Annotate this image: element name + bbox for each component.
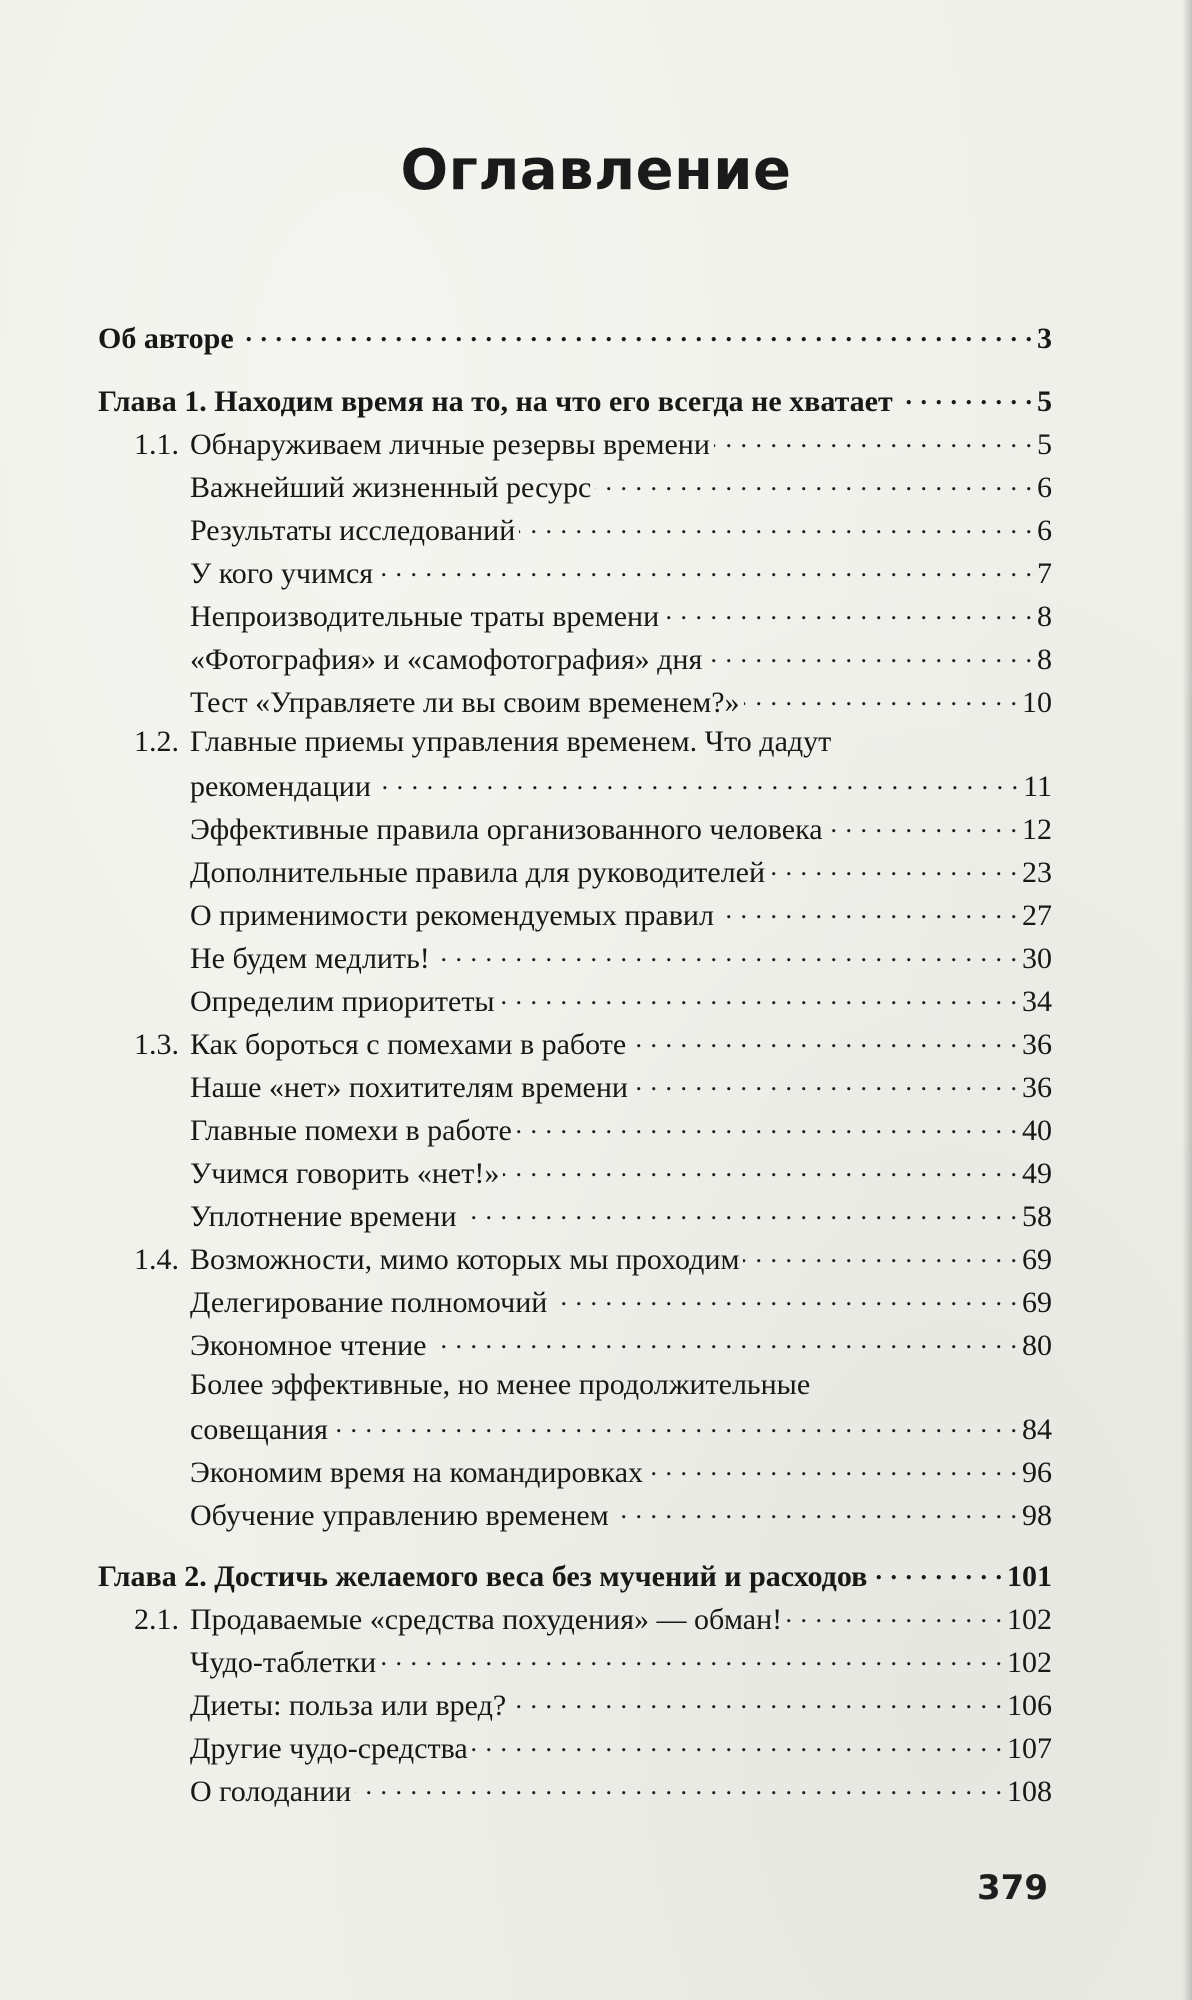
toc-subsection[interactable] [98, 553, 1052, 591]
toc-section-number: 1.2. [134, 725, 179, 758]
toc-subsection[interactable] [98, 1067, 1052, 1105]
toc-entry-page: 6 [1037, 514, 1052, 547]
toc-entry-label: Чудо-таблетки [190, 1646, 377, 1679]
toc-entry-page: 106 [1007, 1689, 1052, 1722]
toc-section-1-1[interactable] [98, 424, 1052, 462]
page-edge-shadow [1182, 0, 1192, 2000]
toc-section-1-2-first-line[interactable] [134, 725, 831, 759]
toc-entry-page: 58 [1022, 1200, 1052, 1233]
toc-entry-page: 5 [1037, 385, 1052, 418]
toc-entry-page: 8 [1037, 600, 1052, 633]
toc-subsection[interactable] [98, 596, 1052, 634]
dot-leader [630, 1024, 1018, 1054]
toc-entry-label: Диеты: польза или вред? [190, 1689, 507, 1722]
toc-entry-label: У кого учимся [190, 557, 374, 590]
dot-leader [472, 1728, 1003, 1758]
toc-entry-page: 11 [1023, 770, 1052, 803]
toc-entry-label: Обучение управлению временем [190, 1499, 609, 1532]
toc-entry-label: Тест «Управляете ли вы своим временем?» [190, 686, 740, 719]
toc-entry-page: 84 [1022, 1413, 1052, 1446]
dot-leader [743, 1239, 1018, 1269]
toc-subsection[interactable] [98, 467, 1052, 505]
toc-subsection[interactable] [98, 1409, 1052, 1447]
dot-leader [827, 809, 1018, 839]
toc-entry-label: Главные помехи в работе [190, 1114, 512, 1147]
dot-leader [375, 766, 1019, 796]
dot-leader [551, 1282, 1018, 1312]
dot-leader [871, 1556, 1003, 1586]
toc-entry-label: Экономим время на командировках [190, 1456, 644, 1489]
dot-leader [516, 1110, 1018, 1140]
toc-section-number: 1.3. [134, 1028, 179, 1061]
toc-entry-label: Важнейший жизненный ресурс [190, 471, 592, 504]
dot-leader [744, 682, 1018, 712]
toc-entry-page: 5 [1037, 428, 1052, 461]
page-title: Оглавление [400, 138, 792, 203]
toc-subsection-first-line[interactable] [190, 1368, 810, 1402]
toc-entry-label: Продаваемые «средства похудения» — обман! [190, 1603, 783, 1636]
toc-entry-page: 102 [1007, 1603, 1052, 1636]
toc-entry-page: 6 [1037, 471, 1052, 504]
dot-leader [380, 1642, 1003, 1672]
toc-subsection[interactable] [98, 1196, 1052, 1234]
toc-entry-label: О применимости рекомендуемых правил [190, 899, 714, 932]
toc-entry-label: Об авторе [98, 322, 234, 355]
toc-entry-label: Эффективные правила организованного человека [190, 813, 823, 846]
toc-entry-page: 69 [1022, 1243, 1052, 1276]
toc-subsection[interactable] [98, 510, 1052, 548]
toc-entry-label: Не будем медлить! [190, 942, 430, 975]
toc-entry-label: Как бороться с помехами в работе [190, 1028, 627, 1061]
dot-leader [786, 1599, 1003, 1629]
toc-entry-page: 12 [1022, 813, 1052, 846]
toc-entry-page: 36 [1022, 1071, 1052, 1104]
toc-entry-label: Глава 2. Достичь желаемого веса без мучений и расходов [98, 1560, 868, 1593]
toc-subsection[interactable] [98, 981, 1052, 1019]
dot-leader [503, 1153, 1018, 1183]
toc-entry-label: Глава 1. Находим время на то, на что его всегда не хватает [98, 385, 893, 418]
toc-entry-page: 107 [1007, 1732, 1052, 1765]
dot-leader [238, 318, 1033, 348]
toc-entry-label: рекомендации [190, 770, 371, 803]
dot-leader [461, 1196, 1018, 1226]
dot-leader [613, 1495, 1018, 1525]
toc-section-2-1[interactable] [98, 1599, 1052, 1637]
toc-entry-about-author[interactable] [98, 318, 1052, 356]
toc-entry-page: 10 [1022, 686, 1052, 719]
dot-leader [632, 1067, 1018, 1097]
toc-entry-label: Определим приоритеты [190, 985, 495, 1018]
toc-entry-label: совещания [190, 1413, 328, 1446]
toc-entry-page: 27 [1022, 899, 1052, 932]
toc-subsection[interactable] [98, 1771, 1052, 1809]
toc-entry-label: О голодании [190, 1775, 352, 1808]
dot-leader [769, 852, 1018, 882]
toc-chapter-2[interactable] [98, 1556, 1052, 1594]
toc-subsection[interactable] [98, 1110, 1052, 1148]
toc-entry-label: Другие чудо-средства [190, 1732, 468, 1765]
toc-entry-page: 80 [1022, 1329, 1052, 1362]
toc-entry-label: Возможности, мимо которых мы проходим [190, 1243, 740, 1276]
toc-entry-page: 40 [1022, 1114, 1052, 1147]
toc-subsection[interactable] [98, 852, 1052, 890]
toc-subsection[interactable] [98, 1728, 1052, 1766]
toc-subsection[interactable] [98, 1495, 1052, 1533]
toc-entry-label: Уплотнение времени [190, 1200, 457, 1233]
toc-entry-label-line1: Главные приемы управления временем. Что дадут [190, 725, 832, 758]
dot-leader [355, 1771, 1003, 1801]
toc-subsection[interactable] [98, 1153, 1052, 1191]
toc-entry-page: 8 [1037, 643, 1052, 676]
dot-leader [332, 1409, 1018, 1439]
toc-entry-label: Делегирование полномочий [190, 1286, 548, 1319]
toc-entry-page: 30 [1022, 942, 1052, 975]
dot-leader [377, 553, 1033, 583]
toc-entry-label: Наше «нет» похитителям времени [190, 1071, 628, 1104]
dot-leader [595, 467, 1033, 497]
dot-leader [431, 1325, 1019, 1355]
dot-leader [510, 1685, 1003, 1715]
toc-entry-page: 108 [1007, 1775, 1052, 1808]
toc-entry-label: Обнаруживаем личные резервы времени [190, 428, 710, 461]
dot-leader [663, 596, 1033, 626]
toc-section-number: 1.4. [134, 1243, 179, 1276]
toc-section-1-2[interactable] [98, 766, 1052, 804]
toc-subsection[interactable] [98, 1642, 1052, 1680]
toc-chapter-1[interactable] [98, 381, 1052, 419]
dot-leader [718, 895, 1018, 925]
dot-leader [499, 981, 1018, 1011]
toc-entry-page: 34 [1022, 985, 1052, 1018]
toc-entry-label: «Фотография» и «самофотография» дня [190, 643, 703, 676]
toc-entry-page: 102 [1007, 1646, 1052, 1679]
dot-leader [706, 639, 1033, 669]
toc-section-1-4[interactable] [98, 1239, 1052, 1277]
toc-entry-label: Результаты исследований [190, 514, 516, 547]
toc-entry-page: 96 [1022, 1456, 1052, 1489]
dot-leader [434, 938, 1018, 968]
toc-subsection[interactable] [98, 639, 1052, 677]
toc-subsection[interactable] [98, 1685, 1052, 1723]
toc-subsection[interactable] [98, 682, 1052, 720]
toc-entry-page: 69 [1022, 1286, 1052, 1319]
toc-entry-label: Экономное чтение [190, 1329, 427, 1362]
toc-entry-label: Дополнительные правила для руководителей [190, 856, 766, 889]
toc-subsection[interactable] [98, 1282, 1052, 1320]
dot-leader [647, 1452, 1018, 1482]
page-number: 379 [977, 1868, 1048, 1908]
toc-section-number: 1.1. [134, 428, 179, 461]
toc-entry-page: 101 [1007, 1560, 1052, 1593]
toc-subsection[interactable] [98, 809, 1052, 847]
toc-entry-page: 3 [1037, 322, 1052, 355]
toc-section-number: 2.1. [134, 1603, 179, 1636]
toc-entry-page: 49 [1022, 1157, 1052, 1190]
dot-leader [519, 510, 1033, 540]
toc-subsection[interactable] [98, 1452, 1052, 1490]
toc-entry-page: 7 [1037, 557, 1052, 590]
toc-entry-label: Учимся говорить «нет!» [190, 1157, 500, 1190]
toc-section-1-3[interactable] [98, 1024, 1052, 1062]
toc-entry-label-line1: Более эффективные, но менее продолжительные [190, 1368, 811, 1401]
toc-entry-label: Непроизводительные траты времени [190, 600, 660, 633]
dot-leader [714, 424, 1033, 454]
dot-leader [897, 381, 1033, 411]
toc-entry-page: 23 [1022, 856, 1052, 889]
toc-entry-page: 98 [1022, 1499, 1052, 1532]
toc-subsection[interactable] [98, 1325, 1052, 1363]
toc-subsection[interactable] [98, 895, 1052, 933]
toc-subsection[interactable] [98, 938, 1052, 976]
toc-entry-page: 36 [1022, 1028, 1052, 1061]
